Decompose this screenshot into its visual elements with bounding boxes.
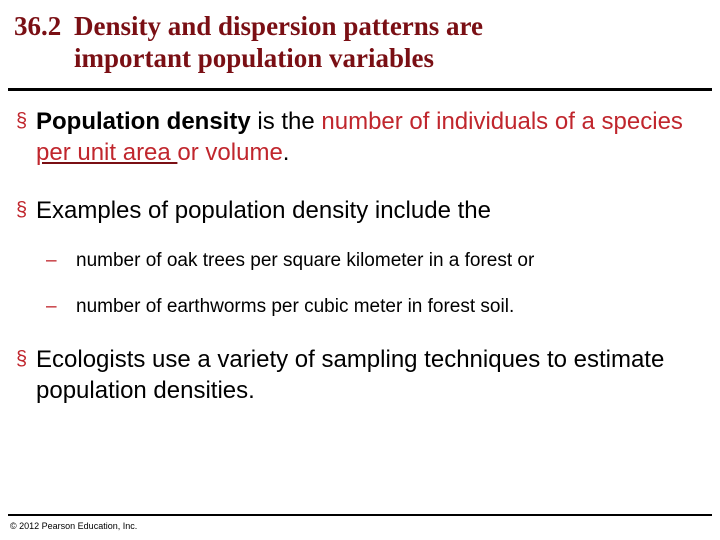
term-population-density: Population density (36, 108, 251, 135)
bullet1-period: . (282, 139, 290, 166)
sub-item-text: number of oak trees per square kilometer in a forest or (76, 250, 535, 271)
footer-divider (8, 514, 712, 516)
bullet3-text: Ecologists use a variety of sampling techniques to estimate population densities. (36, 346, 665, 404)
title-line-1: Density and dispersion patterns are (74, 11, 484, 41)
title-divider (8, 88, 712, 91)
sub-item-text: number of earthworms per cubic meter in forest soil. (76, 296, 515, 317)
bullet1-highlight: number of individuals of a species (321, 108, 683, 135)
bullet-marker-icon: § (16, 348, 28, 370)
bullet-marker-icon: § (16, 110, 28, 132)
dash-icon: – (46, 296, 57, 317)
bullet-sampling-techniques (16, 344, 706, 406)
bullet-examples (16, 195, 706, 226)
bullet-population-density (16, 106, 706, 168)
title-number: 36.2 (14, 11, 62, 41)
bullet2-text: Examples of population density include the (36, 197, 491, 224)
title-line-2: important population variables (74, 43, 435, 73)
copyright-footer: © 2012 Pearson Education, Inc. (10, 521, 138, 531)
bullet-marker-icon: § (16, 199, 28, 221)
bullet1-underlined: per unit area (36, 139, 178, 166)
bullet1-text-end: or volume (177, 139, 283, 166)
sub-item-oak-trees (46, 249, 706, 273)
dash-icon: – (46, 250, 57, 271)
sub-item-earthworms (46, 295, 706, 319)
slide-title (14, 10, 704, 74)
bullet1-text: is the (250, 108, 322, 135)
